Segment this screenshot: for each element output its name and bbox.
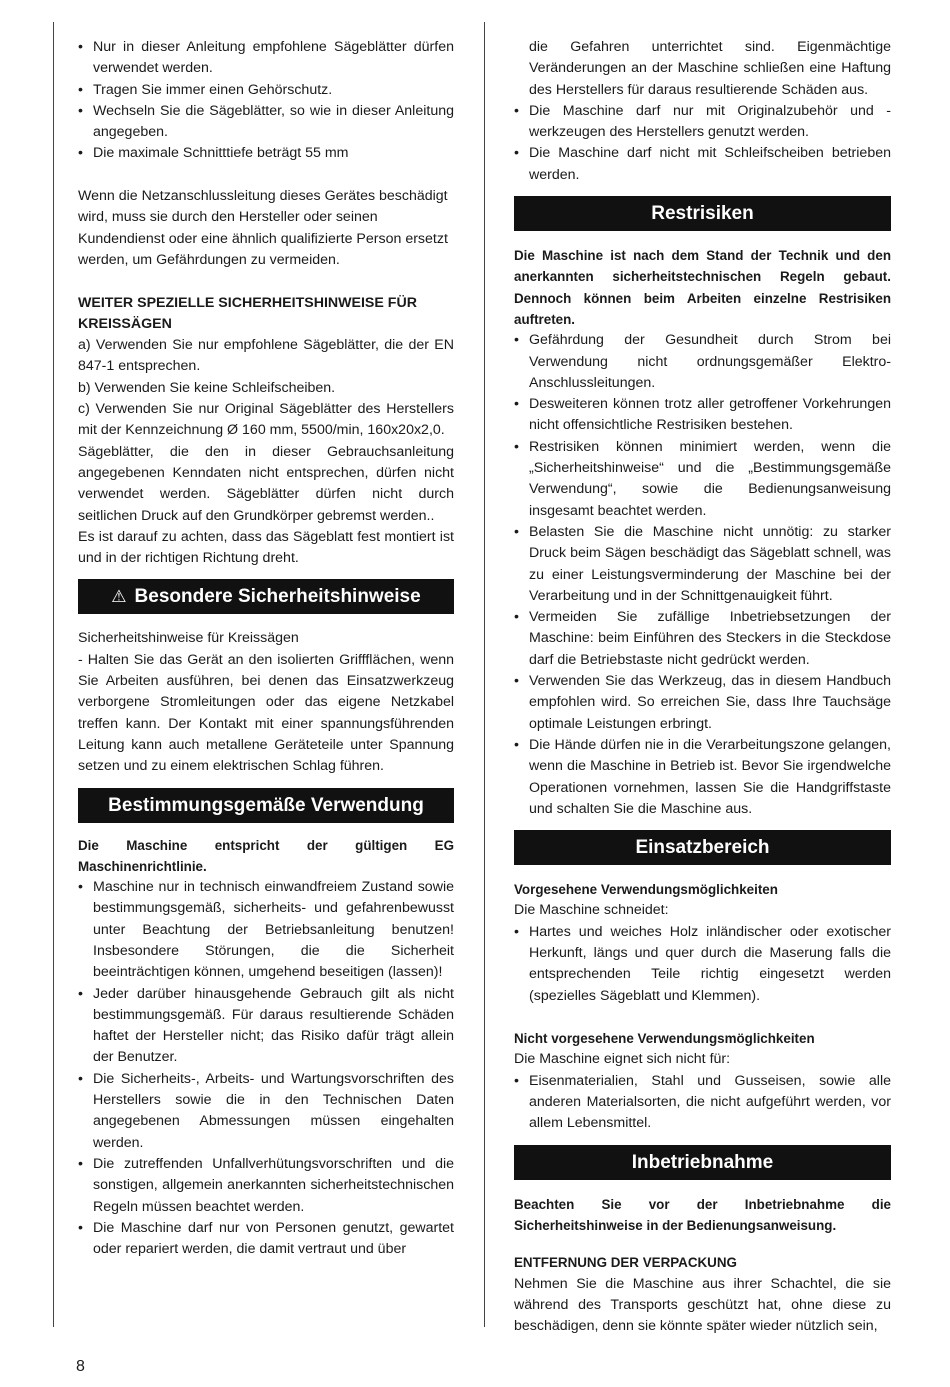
list-item: • Wechseln Sie die Sägeblätter, so wie in dieser Anleitung angegeben. — [78, 101, 454, 144]
continued-bullet-list — [514, 101, 891, 186]
special-intro: Sicherheitshinweise für Kreissägen — [78, 630, 299, 647]
list-item: • Hartes und weiches Holz inländischer oder exotischer Herkunft, längs und quer durch die Maserung falls die entsprechenden Teile richtig eingesetzt werden (spezielles Sägeblatt und Klemmen). — [514, 922, 891, 1007]
intended-uses-intro: Die Maschine schneidet: — [514, 902, 669, 919]
list-item: • Gefährdung der Gesundheit durch Strom bei Verwendung nicht ordnungsgemäßer Elektro-Anschlussleitungen. — [514, 330, 891, 394]
special-item-c: c) Verwenden Sie nur Original Sägeblätter des Herstellers mit der Kennzeichnung Ø 160 mm, 5500/min, 160x20x2,0. — [78, 401, 454, 439]
list-item: • Vermeiden Sie zufällige Inbetriebsetzungen der Maschine: beim Einführen des Steckers in die Steckdose darf die Betriebstaste nicht gedrückt werden. — [514, 607, 891, 671]
list-item: • Die Maschine darf nur von Personen genutzt, gewartet oder repariert werden, die damit vertraut und über — [78, 1218, 454, 1261]
list-item: • Nur in dieser Anleitung empfohlene Sägeblätter dürfen verwendet werden. — [78, 37, 454, 80]
unpacking-text: Nehmen Sie die Maschine aus ihrer Schachtel, die sie während des Transports geschützt hat, ohne diese zu beschädigen, denn sie könnte später wieder nützlich sein, — [514, 1275, 891, 1335]
cable-paragraph: Wenn die Netzanschlussleitung dieses Gerätes beschädigt wird, muss sie durch den Hersteller oder seinen Kundendienst oder eine ähnlich qualifizierte Person ersetzt werden, um Gefährdungen zu vermeiden. — [78, 188, 448, 268]
special-item-a: a) Verwenden Sie nur empfohlene Sägeblätter, die der EN 847-1 entsprechen. — [78, 337, 454, 375]
list-item: • Die Hände dürfen nie in die Verarbeitungszone gelangen, wenn die Maschine in Betrieb ist. Bevor Sie irgendwelche Operationen vornehmen, lassen Sie die Handgriffstaste und schalten Sie die Maschine aus. — [514, 735, 891, 820]
section-bar-application-area — [514, 830, 891, 865]
section-bar-title: Inbetriebnahme — [631, 1151, 774, 1173]
list-item: • Maschine nur in technisch einwandfreiem Zustand sowie bestimmungsgemäß, sicherheits- und gefahrenbewusst unter Beachtung der Betriebsanleitung benutzen! Insbesondere Störungen, die die Sicherheit beeinträchtigen können, umgehend beseitigen (lassen)! — [78, 877, 454, 983]
left-column-rule — [53, 22, 54, 1327]
section-bar-intended-use — [78, 788, 454, 823]
special-item-b: b) Verwenden Sie keine Schleifscheiben. — [78, 379, 336, 396]
list-item: • Restrisiken können minimiert werden, wenn die „Sicherheitshinweise“ und die „Bestimmungsgemäße Verwendung“, sowie die Bedienungsanweisung insgesamt beachtet werden. — [514, 437, 891, 522]
list-item: • Die zutreffenden Unfallverhütungsvorschriften und die sonstigen, allgemein anerkannten sicherheitstechnischen Regeln müssen beachtet werden. — [78, 1154, 454, 1218]
special-item-e: Es ist darauf zu achten, dass das Sägeblatt fest montiert ist und in der richtigen Richtung dreht. — [78, 528, 454, 567]
page-number: 8 — [76, 1358, 85, 1375]
usage-bullet-list — [78, 877, 454, 1260]
list-item: • Die Sicherheits-, Arbeits- und Wartungsvorschriften des Herstellers sowie die in den Technischen Daten angegebenen Abmessungen müssen eingehalten werden. — [78, 1069, 454, 1154]
continued-paragraph: die Gefahren unterrichtet sind. Eigenmächtige Veränderungen an der Maschine schließen eine Haftung des Herstellers für daraus resultierende Schäden aus. — [529, 39, 891, 98]
section-bar-title: Einsatzbereich — [635, 837, 770, 859]
list-item: • Tragen Sie immer einen Gehörschutz. — [78, 80, 454, 101]
top-bullet-list — [78, 37, 454, 165]
non-intended-uses-heading: Nicht vorgesehene Verwendungsmöglichkeiten — [514, 1031, 815, 1047]
right-column — [514, 37, 891, 1337]
list-item: • Eisenmaterialien, Stahl und Gusseisen, sowie alle anderen Materialsorten, die nicht aufgeführt werden, vor allem Lebensmittel. — [514, 1071, 891, 1135]
special-safety-heading: WEITER SPEZIELLE SICHERHEITSHINWEISE FÜR KREISSÄGEN — [78, 294, 417, 332]
list-item: • Jeder darüber hinausgehende Gebrauch gilt als nicht bestimmungsgemäß. Für daraus resultierende Schäden haftet der Hersteller nicht; das Risiko dafür trägt allein der Benutzer. — [78, 984, 454, 1069]
non-intended-uses-intro: Die Maschine eignet sich nicht für: — [514, 1051, 731, 1068]
section-bar-title: Bestimmungsgemäße Verwendung — [108, 794, 424, 816]
non-intended-uses-list — [514, 1071, 891, 1135]
list-item: • Verwenden Sie das Werkzeug, das in diesem Handbuch empfohlen wird. So erreichen Sie, dass Ihre Tauchsäge optimale Leistungen erbringt. — [514, 671, 891, 735]
list-item: • Die Maschine darf nicht mit Schleifscheiben betrieben werden. — [514, 143, 891, 186]
list-item: • Desweiteren können trotz aller getroffener Vorkehrungen nicht offensichtliche Restrisiken bestehen. — [514, 394, 891, 437]
risks-bold-intro: Die Maschine ist nach dem Stand der Technik und den anerkannten sicherheitstechnischen Regeln gebaut. Dennoch können beim Arbeiten einzelne Restrisiken auftreten. — [514, 248, 891, 327]
special-item-d: Sägeblätter, die den in dieser Gebrauchsanleitung angegebenen Kenndaten nicht entsprechen, dürfen nicht verwendet werden. Sägeblätter dürfen nicht durch seitlichen Druck auf den Grundkörper gebremst werden.. — [78, 443, 454, 524]
special-body: - Halten Sie das Gerät an den isolierten Griffflächen, wenn Sie Arbeiten ausführen, bei denen das Einsatzwerkzeug verborgene Stromleitungen oder das eigene Netzkabel treffen kann. Der Kontakt mit einer spannungsführenden Leitung kann auch metallene Geräteteile unter Spannung setzen und zu einem elektrischen Schlag führen. — [78, 651, 454, 775]
section-bar-commissioning — [514, 1145, 891, 1180]
usage-bold-intro: Die Maschine entspricht der gültigen EG Maschinenrichtlinie. — [78, 837, 454, 874]
intended-uses-heading: Vorgesehene Verwendungsmöglichkeiten — [514, 882, 778, 898]
section-bar-title: Besondere Sicherheitshinweise — [134, 586, 421, 608]
section-bar-title: Restrisiken — [651, 203, 754, 225]
warning-triangle-icon: ⚠ — [111, 587, 127, 607]
intended-uses-list — [514, 922, 891, 1007]
list-item: • Die Maschine darf nur mit Originalzubehör und -werkzeugen des Herstellers genutzt werden. — [514, 101, 891, 144]
unpacking-heading: ENTFERNUNG DER VERPACKUNG — [514, 1255, 737, 1271]
section-bar-special-safety — [78, 579, 454, 614]
center-column-rule — [484, 22, 485, 1327]
section-bar-residual-risks — [514, 196, 891, 231]
list-item: • Belasten Sie die Maschine nicht unnötig: zu starker Druck beim Sägen beschädigt das Sägeblatt schnell, was zu einer Leistungsverminderung der Maschine bei der Verarbeitung und in der Schnittgenauigkeit führt. — [514, 522, 891, 607]
left-column — [78, 37, 454, 1260]
list-item: • Die maximale Schnitttiefe beträgt 55 mm — [78, 143, 454, 164]
risks-bullet-list — [514, 330, 891, 820]
commissioning-bold-intro: Beachten Sie vor der Inbetriebnahme die Sicherheitshinweise in der Bedienungsanweisung. — [514, 1196, 891, 1233]
